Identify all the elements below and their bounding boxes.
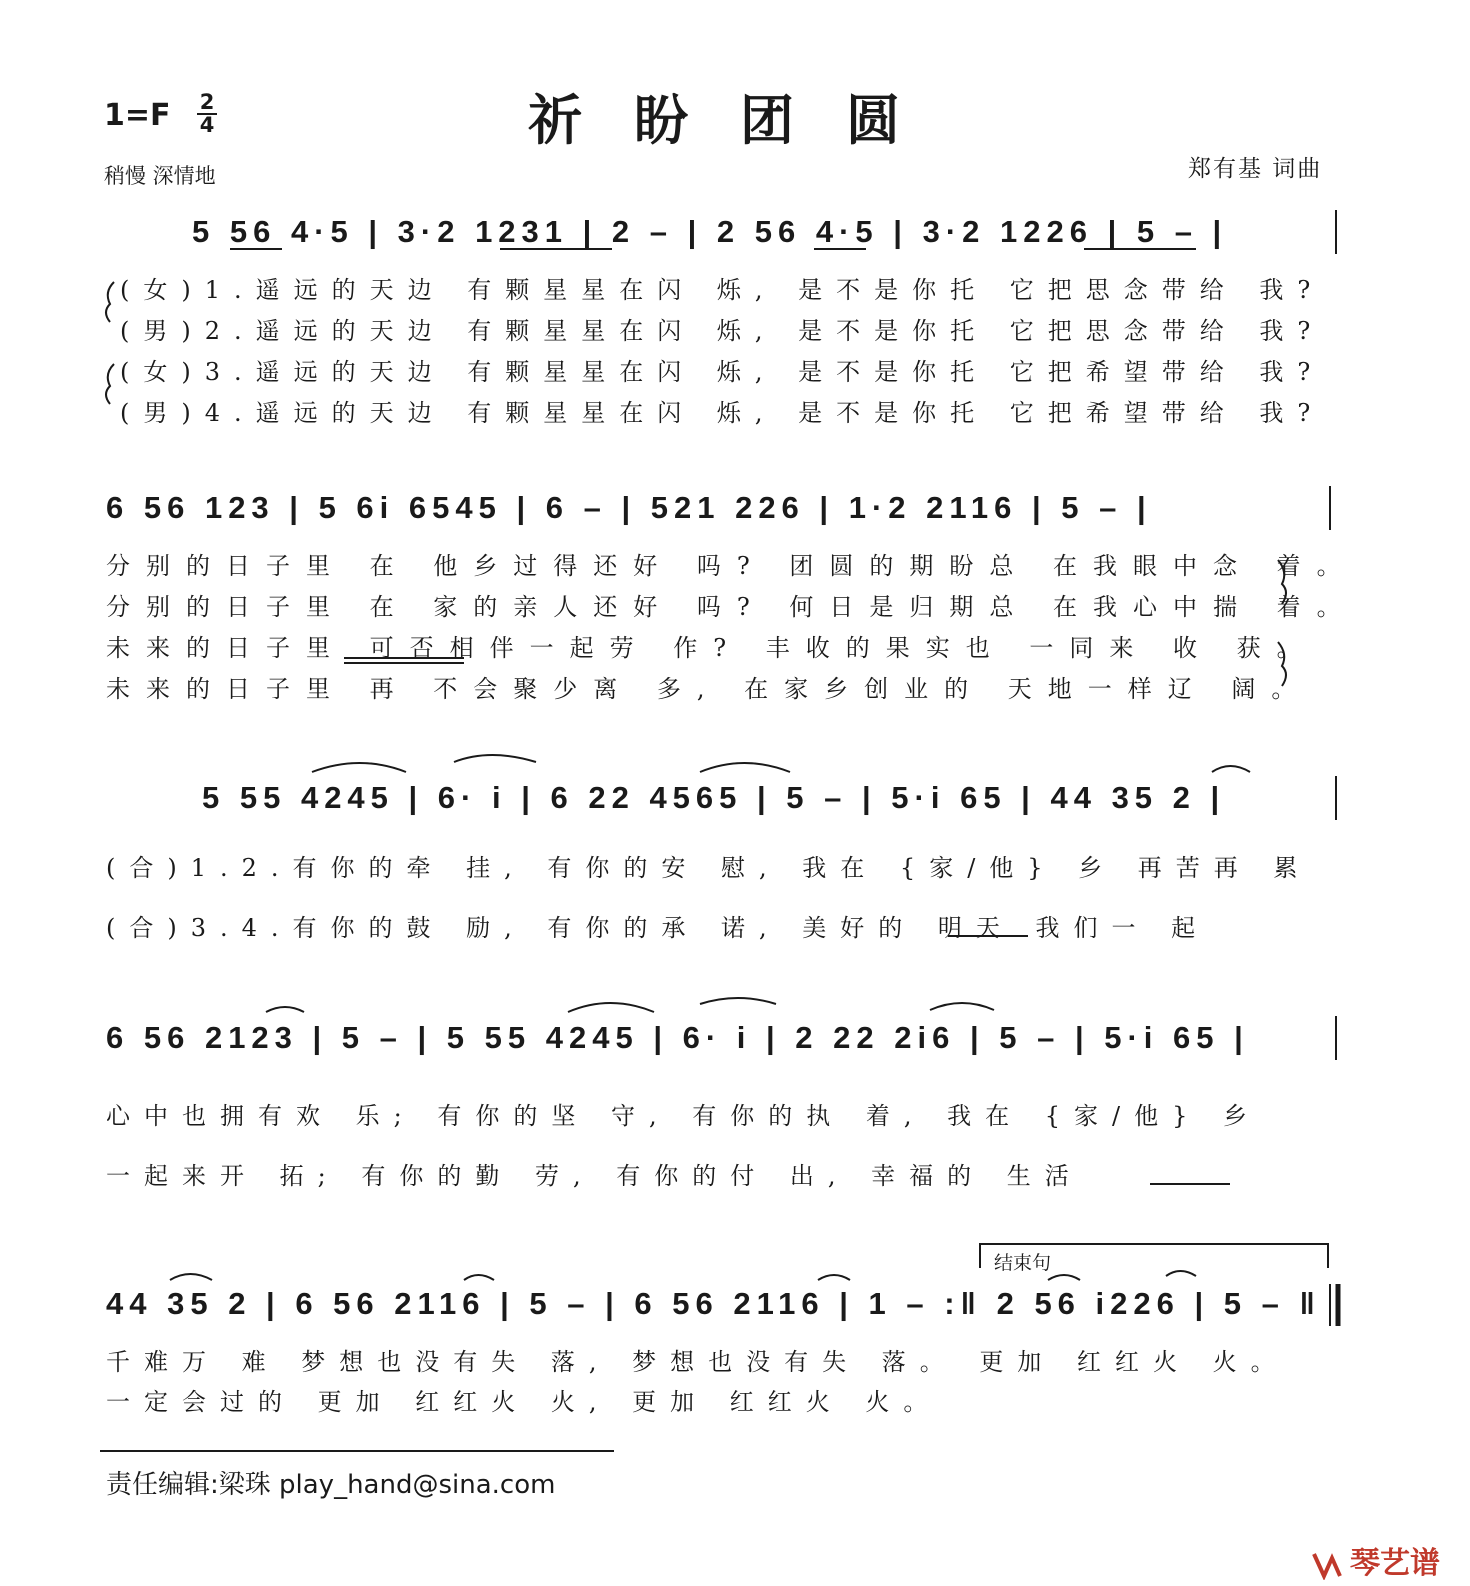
lyric-line-2-2: 分别的日子里 在 家的亲人还好 吗? 何日是归期总 在我心中揣 着。 [106, 593, 1357, 621]
tempo-marking: 稍慢 深情地 [104, 164, 216, 188]
ending-label: 结束句 [994, 1252, 1052, 1274]
verse-brace [106, 364, 114, 404]
slur [930, 1003, 994, 1010]
lyric-line-1-2: (男)2.遥远的天边 有颗星星在闪 烁, 是不是你托 它把思念带给 我? [120, 317, 1325, 345]
lyric-line-1-3: (女)3.遥远的天边 有颗星星在闪 烁, 是不是你托 它把希望带给 我? [120, 358, 1325, 386]
footer-divider [100, 1450, 614, 1452]
slur [700, 763, 790, 772]
lyric-line-4-2: 一起来开 拓; 有你的勤 劳, 有你的付 出, 幸福的 生活 [106, 1162, 1083, 1190]
brand-mark-icon [1310, 1550, 1344, 1580]
slur [170, 1274, 212, 1280]
editor-credit: 责任编辑:梁珠 play_hand@sina.com [106, 1470, 556, 1500]
brand-logo [1310, 1538, 1440, 1582]
lyric-line-1-1: (女)1.遥远的天边 有颗星星在闪 烁, 是不是你托 它把思念带给 我? [120, 276, 1325, 304]
slur [312, 763, 406, 772]
lyric-line-2-4: 未来的日子里 再 不会聚少离 多, 在家乡创业的 天地一样辽 阔。 [106, 675, 1312, 703]
notation-system-4: 6 56 2123 | 5 – | 5 55 4245 | 6· i | 2 22 2i6 | 5 – | 5·i 65 | [106, 1020, 1249, 1055]
slur [454, 755, 536, 762]
lyric-line-5-2: 一定会过的 更加 红红火 火, 更加 红红火 火。 [106, 1388, 942, 1416]
slur [818, 1275, 850, 1280]
slur [1166, 1271, 1196, 1276]
slur [1048, 1275, 1080, 1280]
time-signature-top: 2 [199, 90, 215, 114]
lyric-line-3-2: (合)3.4.有你的鼓 励, 有你的承 诺, 美好的 明天 我们一 起 [106, 914, 1210, 942]
lyric-line-1-4: (男)4.遥远的天边 有颗星星在闪 烁, 是不是你托 它把希望带给 我? [120, 399, 1325, 427]
notation-system-5: 44 35 2 | 6 56 2116 | 5 – | 6 56 2116 | 1 – :‖ 2 56 i226 | 5 – ‖ [106, 1286, 1321, 1321]
lyric-line-2-3: 未来的日子里 可否相伴一起劳 作? 丰收的果实也 一同来 收 获。 [106, 634, 1317, 662]
composer-credit: 郑有基 词曲 [1188, 156, 1323, 182]
notation-system-3: 5 55 4245 | 6· i | 6 22 4565 | 5 – | 5·i 65 | 44 35 2 | [202, 780, 1226, 815]
song-title: 祈盼团圆 [528, 88, 952, 152]
lyric-line-4-1: 心中也拥有欢 乐; 有你的坚 守, 有你的执 着, 我在 {家/他} 乡 [106, 1102, 1261, 1130]
verse-brace [106, 282, 114, 322]
slur [464, 1275, 494, 1280]
time-signature-bottom: 4 [199, 113, 215, 137]
ending-bracket [980, 1244, 1328, 1268]
verse-brace [1278, 560, 1286, 604]
slur [568, 1003, 654, 1012]
slur [266, 1007, 304, 1012]
slur [700, 998, 776, 1004]
slur [1212, 766, 1250, 772]
lyric-line-3-1: (合)1.2.有你的牵 挂, 有你的安 慰, 我在 {家/他} 乡 再苦再 累 [106, 854, 1312, 882]
lyric-line-2-1: 分别的日子里 在 他乡过得还好 吗? 团圆的期盼总 在我眼中念 着。 [106, 552, 1357, 580]
notation-system-2: 6 56 123 | 5 6i 6545 | 6 – | 521 226 | 1·2 2116 | 5 – | [106, 490, 1152, 525]
key-signature: 1=F [104, 98, 171, 133]
brand-name: 琴艺谱 [1350, 1546, 1440, 1581]
notation-system-1: 5 56 4·5 | 3·2 1231 | 2 – | 2 56 4·5 | 3·2 1226 | 5 – | [192, 214, 1228, 249]
verse-brace [1278, 642, 1286, 686]
lyric-line-5-1: 千难万 难 梦想也没有失 落, 梦想也没有失 落。 更加 红红火 火。 [106, 1348, 1289, 1376]
